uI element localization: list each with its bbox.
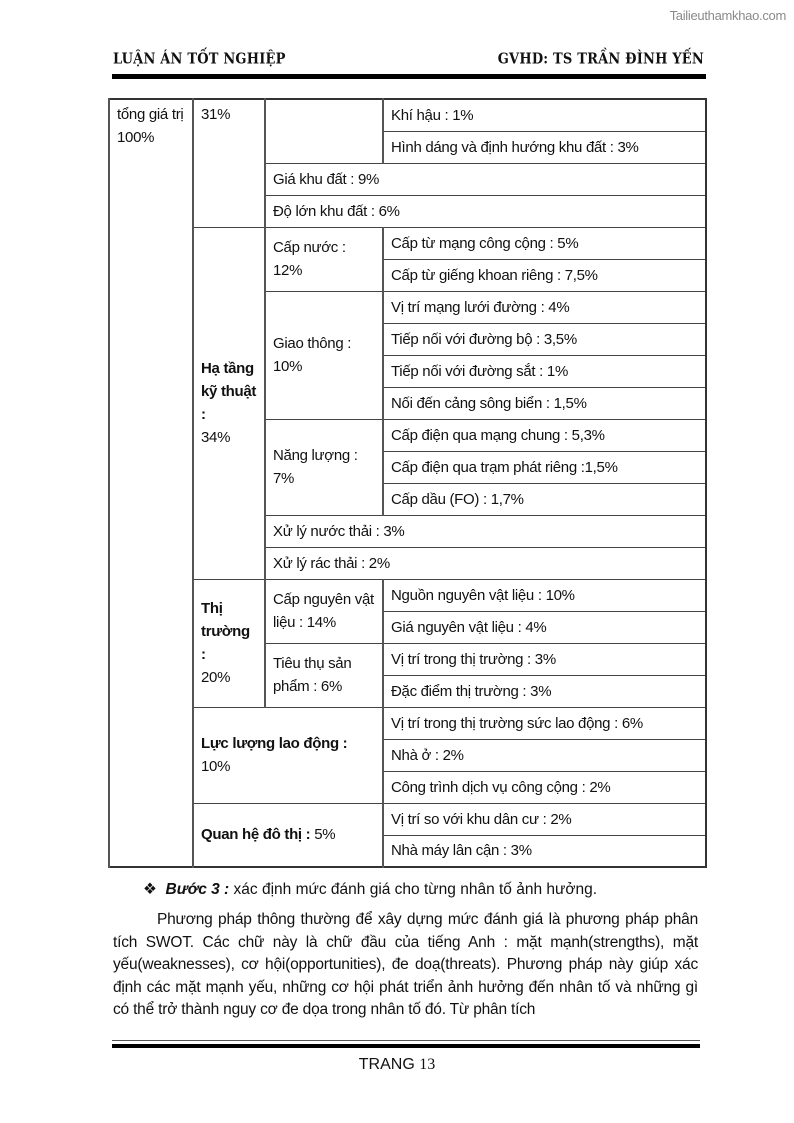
group-percent: 5% [314, 826, 336, 844]
item-cell: Công trình dịch vụ công cộng : 2% [383, 771, 706, 803]
page-number [0, 1056, 794, 1074]
item-cell: Vị trí trong thị trường sức lao động : 6% [383, 707, 706, 739]
footer-rule-thin [112, 1040, 700, 1041]
item-cell: Vị trí trong thị trường : 3% [383, 643, 706, 675]
item-cell: Cấp từ giếng khoan riêng : 7,5% [383, 259, 706, 291]
header-rule [112, 74, 706, 79]
step-heading [143, 880, 597, 899]
item-cell: Giá khu đất : 9% [265, 163, 706, 195]
item-cell: Nhà ở : 2% [383, 739, 706, 771]
item-cell: Nối đến cảng sông biển : 1,5% [383, 387, 706, 419]
item-cell: Tiếp nối với đường bộ : 3,5% [383, 323, 706, 355]
item-cell: Nguồn nguyên vật liệu : 10% [383, 579, 706, 611]
group-labor-cell [193, 707, 383, 803]
item-cell: Cấp điện qua mạng chung : 5,3% [383, 419, 706, 451]
item-cell: Đặc điểm thị trường : 3% [383, 675, 706, 707]
weighting-table [108, 98, 707, 868]
subgroup-cell: Tiêu thụ sản phẩm : 6% [265, 643, 383, 707]
header-title: LUẬN ÁN TỐT NGHIỆP [113, 50, 286, 69]
group-percent: 10% [201, 758, 231, 775]
group-label: Hạ tầng kỹ thuật : [201, 360, 257, 423]
subgroup-cell: Cấp nước : 12% [265, 227, 383, 291]
group-label: Thị trường : [201, 600, 250, 663]
subgroup-cell: Cấp nguyên vật liệu : 14% [265, 579, 383, 643]
group-percent: 20% [201, 669, 231, 686]
item-cell: Vị trí so với khu dân cư : 2% [383, 803, 706, 835]
page-number-value: 13 [419, 1056, 436, 1073]
group-urban-cell [193, 803, 383, 867]
watermark: Tailieuthamkhao.com [669, 8, 786, 23]
header-advisor: GVHD: TS TRẦN ĐÌNH YẾN [497, 50, 704, 69]
item-cell: Cấp điện qua trạm phát riêng :1,5% [383, 451, 706, 483]
item-cell: Cấp dầu (FO) : 1,7% [383, 483, 706, 515]
item-cell: Vị trí mạng lưới đường : 4% [383, 291, 706, 323]
group-percent: 34% [201, 429, 231, 446]
group-market-cell [193, 579, 265, 707]
group-site-cell: 31% [193, 99, 265, 227]
group-infrastructure-cell [193, 227, 265, 579]
page-label: TRANG [358, 1056, 415, 1073]
item-cell: Xử lý rác thải : 2% [265, 547, 706, 579]
item-cell: Nhà máy lân cận : 3% [383, 835, 706, 867]
item-cell: Cấp từ mạng công cộng : 5% [383, 227, 706, 259]
item-cell: Hình dáng và định hướng khu đất : 3% [383, 131, 706, 163]
body-paragraph: Phương pháp thông thường để xây dựng mức đánh giá là phương pháp phân tích SWOT. Các chữ này là chữ đầu của tiếng Anh : mặt mạnh(strengths), mặt yếu(weaknesses), cơ hội(opportunities), đe doạ(threats). Phương pháp này giúp xác định các mặt mạnh yếu, những cơ hội phát triển ảnh hưởng đến nhân tố và những gì có thể trở thành nguy cơ đe dọa trong nhân tố đó. Từ phân tích [113, 911, 698, 1018]
group-label: Lực lượng lao động : [201, 735, 348, 752]
item-cell: Độ lớn khu đất : 6% [265, 195, 706, 227]
footer-rule [112, 1044, 700, 1048]
item-cell: Khí hậu : 1% [383, 99, 706, 131]
group-label: Quan hệ đô thị : [201, 826, 311, 844]
step-text: xác định mức đánh giá cho từng nhân tố ảnh hưởng. [229, 881, 598, 898]
empty-cell [265, 99, 383, 163]
diamond-bullet-icon: ❖ [143, 881, 157, 898]
item-cell: Giá nguyên vật liệu : 4% [383, 611, 706, 643]
subgroup-cell: Giao thông : 10% [265, 291, 383, 419]
total-cell: tổng giá trị 100% [109, 99, 193, 867]
step-title: Bước 3 : [165, 881, 230, 898]
subgroup-cell: Năng lượng : 7% [265, 419, 383, 515]
item-cell: Tiếp nối với đường sắt : 1% [383, 355, 706, 387]
item-cell: Xử lý nước thải : 3% [265, 515, 706, 547]
